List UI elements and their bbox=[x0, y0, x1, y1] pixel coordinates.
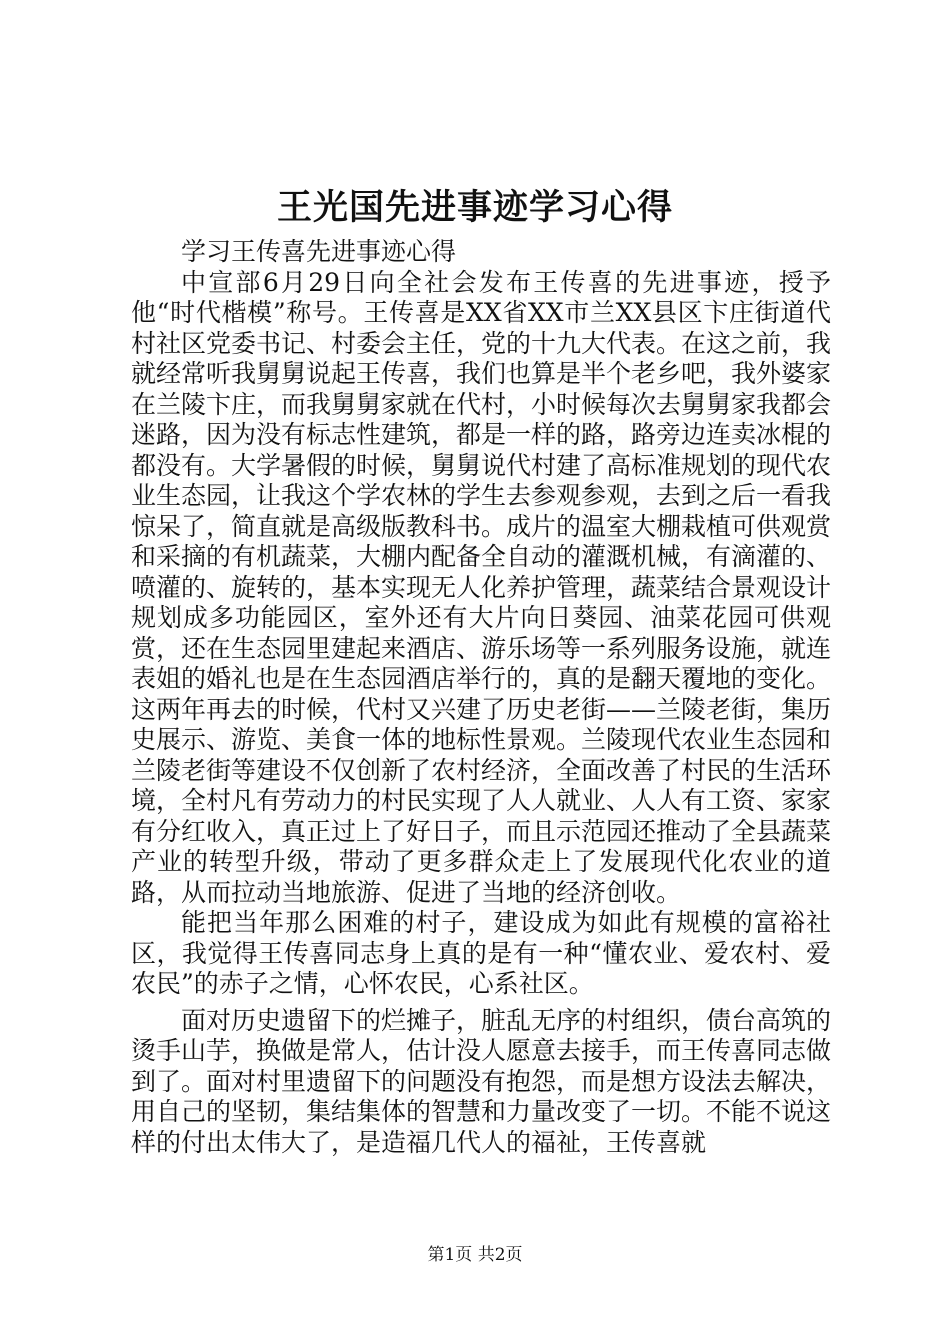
document-body bbox=[131, 237, 831, 1164]
page-number-footer: 第1页 共2页 bbox=[427, 1245, 523, 1265]
subtitle-paragraph: 学习王传喜先进事迹心得 bbox=[181, 237, 457, 266]
document-title: 王光国先进事迹学习心得 bbox=[276, 187, 673, 228]
body-paragraph: 面对历史遗留下的烂摊子，脏乱无序的村组织，债台高筑的烫手山芋，换做是常人，估计没人愿意去接手，而王传喜同志做到了。面对村里遗留下的问题没有抱怨，而是想方设法去解决，用自己的坚韧，集结集体的智慧和力量改变了一切。不能不说这样的付出太伟大了，是造福几代人的福祉，王传喜就 bbox=[131, 1005, 832, 1157]
body-paragraph: 中宣部6月29日向全社会发布王传喜的先进事迹，授予他“时代楷模”称号。王传喜是XX省XX市兰XX县区卞庄街道代村社区党委书记、村委会主任，党的十九大代表。在这之前，我就经常听我舅舅说起王传喜，我们也算是半个老乡吧，我外婆家在兰陵卞庄，而我舅舅家就在代村，小时候每次去舅舅家我都会迷路，因为没有标志性建筑，都是一样的路，路旁边连卖冰棍的都没有。大学暑假的时候，舅舅说代村建了高标准规划的现代农业生态园，让我这个学农林的学生去参观参观，去到之后一看我惊呆了，简直就是高级版教科书。成片的温室大棚栽植可供观赏和采摘的有机蔬菜，大棚内配备全自动的灌溉机械，有滴灌的、喷灌的、旋转的，基本实现无人化养护管理，蔬菜结合景观设计规划成多功能园区，室外还有大片向日葵园、油菜花园可供观赏，还在生态园里建起来酒店、游乐场等一系列服务设施，就连表姐的婚礼也是在生态园酒店举行的，真的是翻天覆地的变化。这两年再去的时候，代村又兴建了历史老街——兰陵老街，集历史展示、游览、美食一体的地标性景观。兰陵现代农业生态园和兰陵老街等建设不仅创新了农村经济，全面改善了村民的生活环境，全村凡有劳动力的村民实现了人人就业、人人有工资、家家有分红收入，真正过上了好日子，而且示范园还推动了全县蔬菜产业的转型升级，带动了更多群众走上了发展现代化农业的道路，从而拉动当地旅游、促进了当地的经济创收。 bbox=[131, 267, 832, 907]
body-paragraph: 能把当年那么困难的村子，建设成为如此有规模的富裕社区，我觉得王传喜同志身上真的是有一种“懂农业、爱农村、爱农民”的赤子之情，心怀农民，心系社区。 bbox=[131, 908, 831, 998]
